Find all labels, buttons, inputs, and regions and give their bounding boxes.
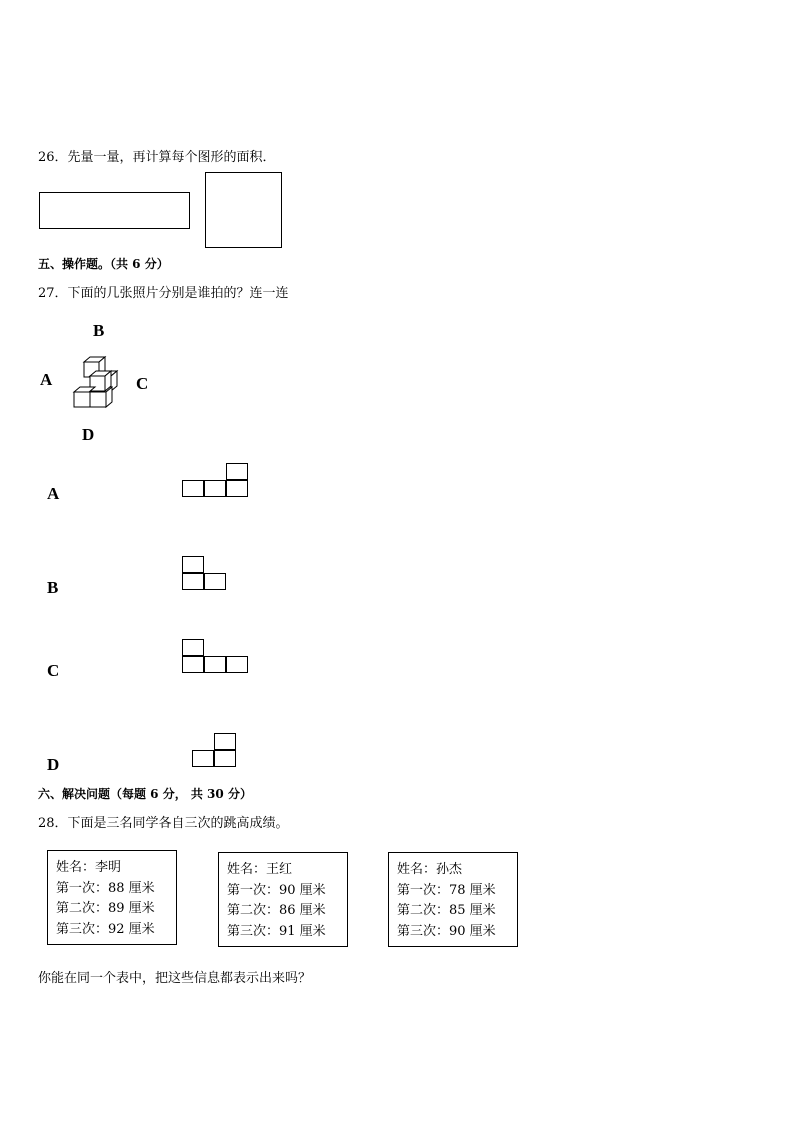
- jump-result-3: 第三次：91 厘米: [227, 923, 326, 939]
- section-6-title: 六、解决问题（每题 6 分， 共 30 分）: [38, 787, 252, 801]
- student-card-sunjie: [388, 852, 518, 947]
- jump-result-1: 第一次：90 厘米: [227, 882, 326, 898]
- position-label-top: B: [93, 321, 105, 340]
- view-cell: [226, 463, 248, 480]
- view-cell: [214, 733, 236, 750]
- view-cell: [182, 639, 204, 656]
- cube-stack-figure: [68, 352, 120, 410]
- student-card-liming: [47, 850, 177, 945]
- student-name: 姓名：孙杰: [397, 862, 463, 877]
- jump-result-2: 第二次：85 厘米: [397, 903, 496, 918]
- question-28-prompt: 你能在同一个表中，把这些信息都表示出来吗？: [38, 971, 312, 986]
- view-cell: [192, 750, 214, 767]
- jump-result-3: 第三次：92 厘米: [56, 921, 155, 937]
- student-name: 姓名：李明: [56, 860, 122, 875]
- question-27-text: 27．下面的几张照片分别是谁拍的？连一连: [38, 286, 289, 301]
- jump-result-1: 第一次：78 厘米: [397, 882, 496, 898]
- jump-result-3: 第三次：90 厘米: [397, 923, 496, 939]
- view-cell: [226, 656, 248, 673]
- square-figure: [205, 172, 282, 248]
- view-cell: [182, 556, 204, 573]
- jump-result-1: 第一次：88 厘米: [56, 880, 155, 896]
- view-label-a: A: [47, 484, 60, 503]
- view-cell: [204, 573, 226, 590]
- position-label-left: A: [40, 370, 53, 389]
- jump-result-2: 第二次：86 厘米: [227, 903, 326, 918]
- view-label-c: C: [47, 661, 60, 680]
- view-cell: [214, 750, 236, 767]
- position-label-bottom: D: [82, 425, 95, 444]
- view-cell: [182, 573, 204, 590]
- question-28-text: 28．下面是三名同学各自三次的跳高成绩。: [38, 816, 289, 831]
- view-cell: [204, 656, 226, 673]
- view-cell: [226, 480, 248, 497]
- view-label-d: D: [47, 755, 60, 774]
- position-label-right: C: [136, 374, 149, 393]
- question-26-text: 26．先量一量，再计算每个图形的面积．: [38, 150, 276, 165]
- view-label-b: B: [47, 578, 59, 597]
- view-cell: [204, 480, 226, 497]
- rectangle-figure: [39, 192, 190, 229]
- student-card-wanghong: [218, 852, 348, 947]
- view-cell: [182, 656, 204, 673]
- view-cell: [182, 480, 204, 497]
- section-5-title: 五、操作题。（共 6 分）: [38, 257, 169, 271]
- jump-result-2: 第二次：89 厘米: [56, 901, 155, 916]
- student-name: 姓名：王红: [227, 862, 293, 877]
